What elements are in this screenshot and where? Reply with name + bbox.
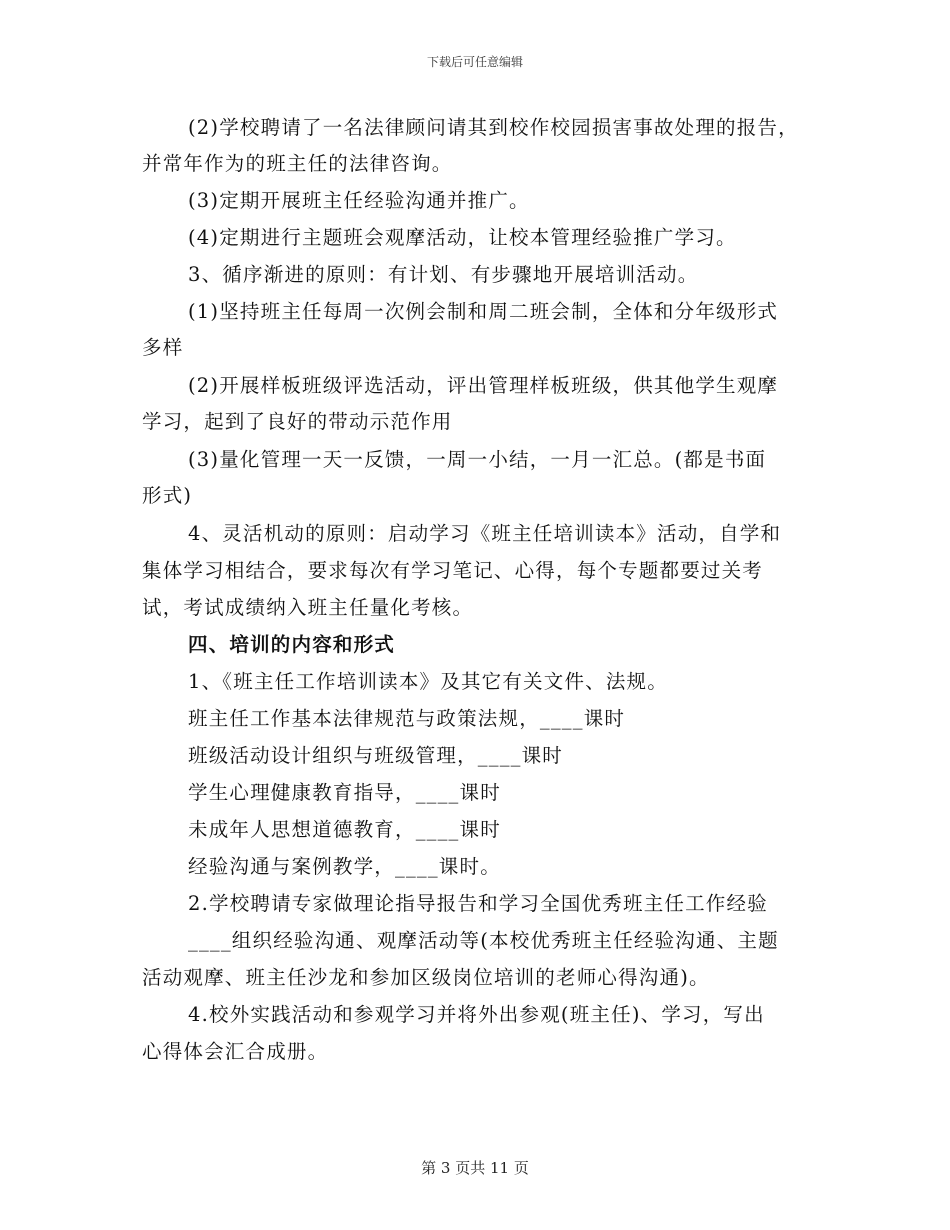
paragraph-line: 心得体会汇合成册。 <box>142 1040 329 1063</box>
course-item: 班主任工作基本法律规范与政策法规，____课时 <box>188 707 626 730</box>
course-item: 未成年人思想道德教育，____课时 <box>188 818 501 841</box>
paragraph-line: (2)学校聘请了一名法律顾问请其到校作校园损害事故处理的报告， <box>188 116 799 139</box>
section-heading: 四、培训的内容和形式 <box>188 633 396 656</box>
course-item: 学生心理健康教育指导，____课时 <box>188 781 501 804</box>
paragraph-line: (3)定期开展班主任经验沟通并推广。 <box>188 189 530 212</box>
page-number: 第 3 页共 11 页 <box>421 1159 529 1177</box>
paragraph-line: 学习，起到了良好的带动示范作用 <box>142 410 453 433</box>
paragraph-line: 试，考试成绩纳入班主任量化考核。 <box>142 596 474 619</box>
paragraph-line: ____组织经验沟通、观摩活动等(本校优秀班主任经验沟通、主题 <box>188 929 779 952</box>
paragraph-line: (3)量化管理一天一反馈，一周一小结，一月一汇总。(都是书面 <box>188 448 767 471</box>
paragraph-line: 2.学校聘请专家做理论指导报告和学习全国优秀班主任工作经验 <box>188 892 768 915</box>
paragraph-line: 集体学习相结合，要求每次有学习笔记、心得，每个专题都要过关考 <box>142 559 764 582</box>
paragraph-line: 3、循序渐进的原则：有计划、有步骤地开展培训活动。 <box>188 263 699 286</box>
paragraph-line: (1)坚持班主任每周一次例会制和周二班会制，全体和分年级形式 <box>188 300 779 323</box>
course-item: 经验沟通与案例教学，____课时。 <box>188 855 501 878</box>
paragraph-line: 多样 <box>142 336 184 359</box>
paragraph-line: 4.校外实践活动和参观学习并将外出参观(班主任)、学习，写出 <box>188 1003 765 1026</box>
paragraph-line: 并常年作为的班主任的法律咨询。 <box>142 152 453 175</box>
paragraph-line: 活动观摩、班主任沙龙和参加区级岗位培训的老师心得沟通)。 <box>142 966 710 989</box>
course-item: 班级活动设计组织与班级管理，____课时 <box>188 744 564 767</box>
page-header: 下载后可任意编辑 <box>426 55 523 69</box>
paragraph-line: 4、灵活机动的原则：启动学习《班主任培训读本》活动，自学和 <box>188 522 782 545</box>
paragraph-line: 形式) <box>142 484 193 507</box>
paragraph-line: 1、《班主任工作培训读本》及其它有关文件、法规。 <box>188 670 668 693</box>
paragraph-line: (2)开展样板班级评选活动，评出管理样板班级，供其他学生观摩 <box>188 374 779 397</box>
paragraph-line: (4)定期进行主题班会观摩活动，让校本管理经验推广学习。 <box>188 226 737 249</box>
